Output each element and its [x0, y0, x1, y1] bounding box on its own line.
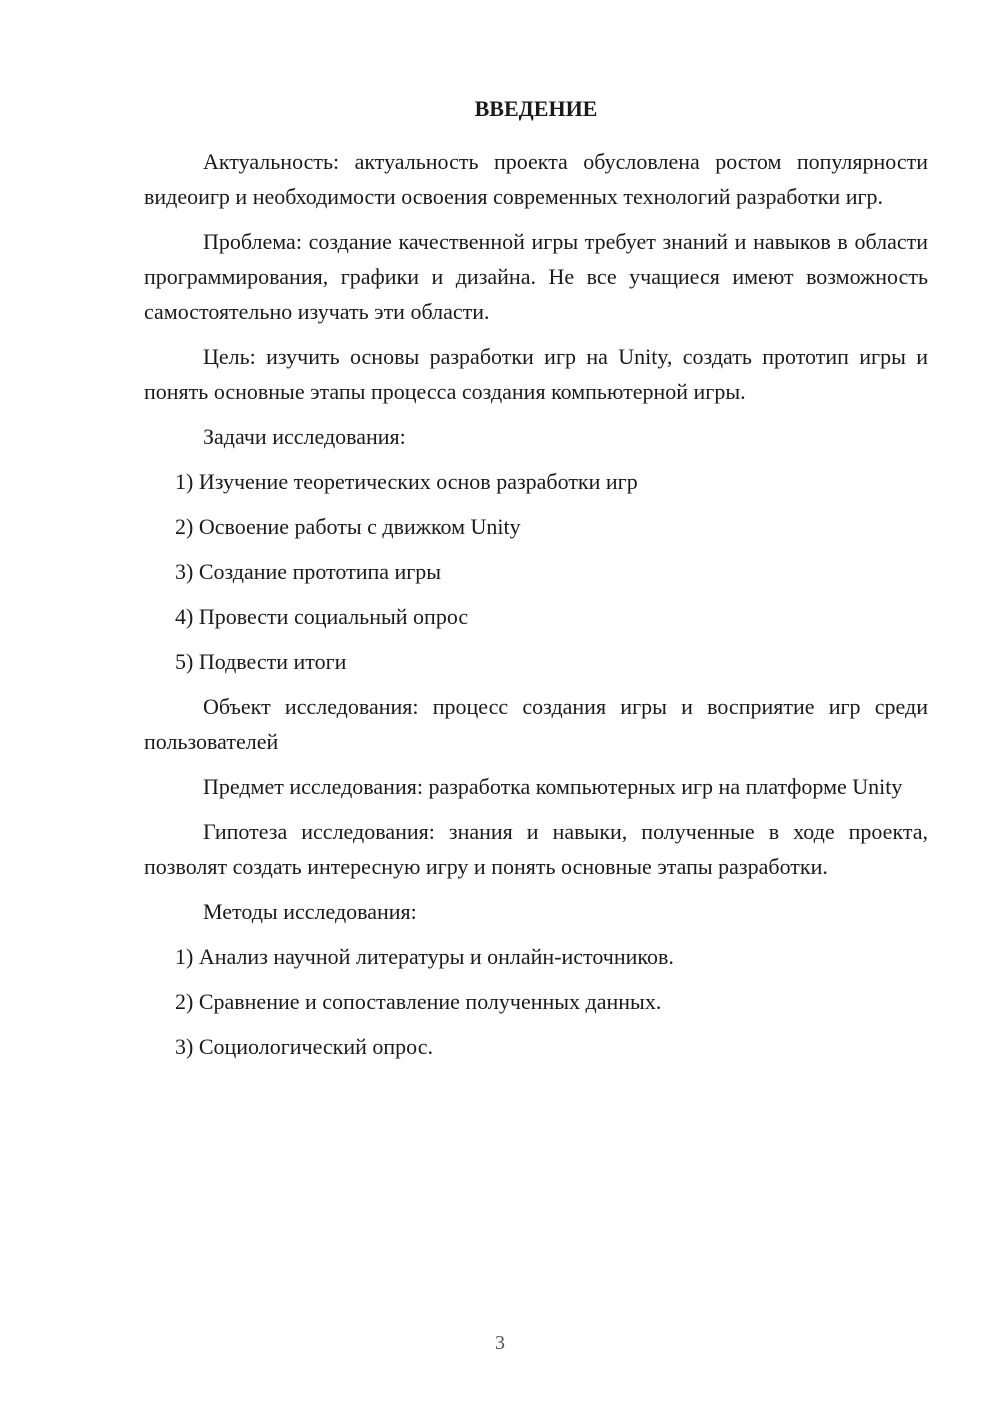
paragraph-goal: Цель: изучить основы разработки игр на Unity, создать прототип игры и понять основные этапы процесса создания компьютерной игры.	[144, 344, 928, 404]
methods-label: Методы исследования:	[203, 899, 417, 924]
list-item: 3) Создание прототипа игры	[175, 559, 442, 584]
tasks-label: Задачи исследования:	[203, 424, 406, 449]
paragraph-subject: Предмет исследования: разработка компьютерных игр на платформе Unity	[203, 774, 903, 799]
paragraph-object: Объект исследования: процесс создания игры и восприятие игр среди пользователей	[144, 694, 928, 754]
list-item: 1) Анализ научной литературы и онлайн-источников.	[175, 944, 674, 969]
document-heading: ВВЕДЕНИЕ	[474, 96, 598, 121]
page-number: 3	[495, 1332, 505, 1354]
methods-list	[144, 939, 928, 1064]
tasks-list	[144, 464, 928, 679]
list-item: 1) Изучение теоретических основ разработки игр	[175, 469, 638, 494]
list-item: 5) Подвести итоги	[175, 649, 347, 674]
paragraph-hypothesis: Гипотеза исследования: знания и навыки, полученные в ходе проекта, позволят создать интересную игру и понять основные этапы разработки.	[144, 819, 928, 879]
list-item: 3) Социологический опрос.	[175, 1034, 433, 1059]
list-item: 4) Провести социальный опрос	[175, 604, 469, 629]
paragraph-problem: Проблема: создание качественной игры требует знаний и навыков в области программирования, графики и дизайна. Не все учащиеся имеют возможность самостоятельно изучать эти области.	[144, 229, 928, 324]
paragraph-relevance: Актуальность: актуальность проекта обусловлена ростом популярности видеоигр и необходимости освоения современных технологий разработки игр.	[144, 149, 928, 209]
list-item: 2) Освоение работы с движком Unity	[175, 514, 521, 539]
document-page	[144, 94, 928, 1074]
list-item: 2) Сравнение и сопоставление полученных данных.	[175, 989, 662, 1014]
